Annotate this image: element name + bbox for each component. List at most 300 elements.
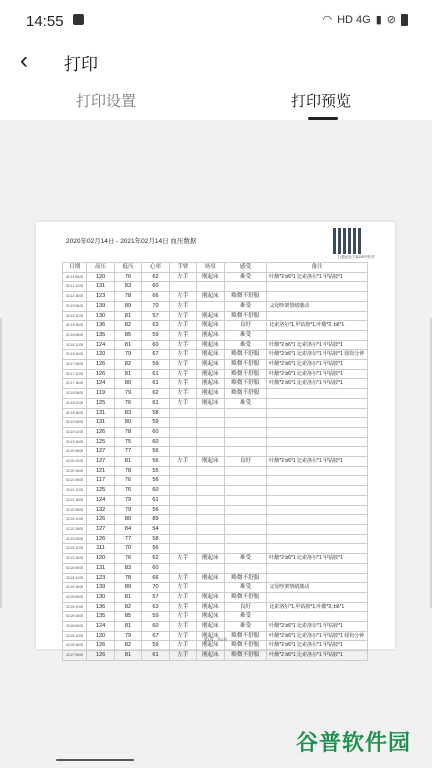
table-cell: 左手: [169, 330, 196, 340]
table-cell: [224, 544, 267, 554]
table-cell: 82: [114, 321, 141, 331]
column-header: 手臂: [169, 263, 196, 273]
table-cell: 02-18 18:00: [63, 408, 87, 418]
table-cell: 叶酸*2 b6*1 比索洛尔*1 甲钴胺*1: [267, 379, 368, 389]
table-row: [63, 602, 368, 612]
table-row: [63, 360, 368, 370]
table-cell: 刚起床: [197, 622, 224, 632]
table-cell: 62: [142, 389, 169, 399]
table-row: [63, 554, 368, 564]
table-cell: [169, 524, 196, 534]
table-cell: 125: [87, 398, 114, 408]
table-cell: 111: [87, 544, 114, 554]
table-cell: [169, 534, 196, 544]
table-cell: 126: [87, 515, 114, 525]
table-cell: [197, 486, 224, 496]
table-row: [63, 583, 368, 593]
table-cell: 02-14 18:00: [63, 292, 87, 302]
tab-print-preview[interactable]: 打印预览: [291, 93, 352, 110]
table-cell: 左手: [169, 350, 196, 360]
table-cell: 叶酸*2 b6*1 比索洛尔*1 甲钴胺*1: [267, 651, 368, 661]
table-cell: 127: [87, 447, 114, 457]
table-row: [63, 457, 368, 467]
table-cell: 刚起床: [197, 389, 224, 399]
table-cell: [267, 544, 368, 554]
table-row: [63, 651, 368, 661]
column-header: 低压: [114, 263, 141, 273]
table-cell: 父母吵架情绪激动: [267, 583, 368, 593]
table-cell: 79: [114, 389, 141, 399]
table-cell: 83: [114, 408, 141, 418]
table-row: [63, 476, 368, 486]
table-cell: [169, 486, 196, 496]
table-cell: 刚起床: [197, 592, 224, 602]
table-cell: [169, 505, 196, 515]
table-cell: 126: [87, 641, 114, 651]
table-row: [63, 573, 368, 583]
table-cell: 61: [142, 369, 169, 379]
table-cell: 刚起床: [197, 330, 224, 340]
wifi-icon: ◠: [322, 14, 333, 26]
table-cell: 略微不舒服: [224, 651, 267, 661]
table-cell: [267, 292, 368, 302]
table-row: [63, 350, 368, 360]
table-cell: 左手: [169, 457, 196, 467]
table-cell: 61: [142, 398, 169, 408]
table-cell: [197, 495, 224, 505]
table-cell: 02-21 08:00: [63, 476, 87, 486]
table-row: [63, 311, 368, 321]
table-cell: [224, 524, 267, 534]
table-cell: 82: [114, 360, 141, 370]
table-cell: 刚起床: [197, 360, 224, 370]
table-cell: 叶酸*2 b6*1 比索洛尔*1 甲钴胺*1: [267, 641, 368, 651]
table-cell: 79: [114, 505, 141, 515]
table-cell: [267, 495, 368, 505]
table-cell: 刚起床: [197, 398, 224, 408]
table-cell: [169, 544, 196, 554]
table-cell: 02-15 08:00: [63, 301, 87, 311]
table-cell: 刚起床: [197, 612, 224, 622]
table-cell: 62: [142, 272, 169, 282]
table-row: [63, 612, 368, 622]
table-cell: 83: [114, 563, 141, 573]
table-cell: 左手: [169, 389, 196, 399]
report-title: 2020年02月14日 - 2021年02月14日 血压数据: [66, 238, 197, 245]
table-cell: 54: [142, 524, 169, 534]
table-cell: 67: [142, 350, 169, 360]
table-cell: [267, 330, 368, 340]
table-cell: [197, 544, 224, 554]
table-cell: 难受: [224, 272, 267, 282]
table-cell: 略微不舒服: [224, 573, 267, 583]
table-cell: [197, 563, 224, 573]
table-cell: [169, 495, 196, 505]
table-cell: 76: [114, 476, 141, 486]
table-cell: 135: [87, 612, 114, 622]
table-cell: 77: [114, 534, 141, 544]
nav-gesture-bar: [56, 759, 134, 761]
table-cell: 良好: [224, 457, 267, 467]
table-cell: 刚起床: [197, 554, 224, 564]
table-cell: 125: [87, 437, 114, 447]
table-cell: 59: [142, 641, 169, 651]
table-cell: 02-20 08:00: [63, 447, 87, 457]
table-cell: 120: [87, 272, 114, 282]
table-cell: 56: [142, 544, 169, 554]
table-cell: 02-20 12:00: [63, 457, 87, 467]
table-cell: 123: [87, 292, 114, 302]
table-cell: [197, 583, 224, 593]
table-cell: 叶酸*2 b6*1 比索洛尔*1 甲钴胺*1: [267, 554, 368, 564]
table-cell: 02-22 08:00: [63, 505, 87, 515]
table-cell: [267, 466, 368, 476]
table-cell: 略微不舒服: [224, 369, 267, 379]
table-cell: 略微不舒服: [224, 311, 267, 321]
table-cell: 02-21 12:00: [63, 486, 87, 496]
table-cell: 左手: [169, 583, 196, 593]
table-cell: 左手: [169, 602, 196, 612]
table-cell: 02-17 08:00: [63, 360, 87, 370]
table-cell: 135: [87, 330, 114, 340]
column-header: 心率: [142, 263, 169, 273]
table-cell: [267, 408, 368, 418]
table-cell: 85: [114, 330, 141, 340]
table-cell: [197, 427, 224, 437]
table-cell: 76: [114, 272, 141, 282]
table-cell: [197, 408, 224, 418]
table-cell: [224, 534, 267, 544]
table-cell: 略微不舒服: [224, 350, 267, 360]
table-cell: 80: [114, 515, 141, 525]
table-cell: 略微不舒服: [224, 360, 267, 370]
table-cell: 60: [142, 340, 169, 350]
table-cell: 叶酸*2 b6*1 比索洛尔*1 甲钴胺*1: [267, 369, 368, 379]
table-row: [63, 563, 368, 573]
table-cell: 63: [142, 321, 169, 331]
table-cell: 叶酸*2 b6*1 比索洛尔*1 甲钴胺*1: [267, 622, 368, 632]
table-cell: 叶酸*2 b6*1 比索洛尔*1 甲钴胺*1: [267, 340, 368, 350]
table-cell: 61: [142, 651, 169, 661]
table-cell: 66: [142, 573, 169, 583]
table-cell: 02-19 12:00: [63, 427, 87, 437]
table-row: [63, 437, 368, 447]
table-cell: [169, 515, 196, 525]
table-cell: 叶酸*2 b6*1 比索洛尔*1 甲钴胺*1 厘钩分钟: [267, 631, 368, 641]
table-cell: 117: [87, 476, 114, 486]
table-cell: 02-24 08:00: [63, 563, 87, 573]
table-cell: 02-24 18:00: [63, 583, 87, 593]
table-cell: 难受: [224, 622, 267, 632]
table-row: [63, 340, 368, 350]
table-cell: 59: [142, 360, 169, 370]
table-cell: 刚起床: [197, 379, 224, 389]
table-cell: 02-24 12:00: [63, 573, 87, 583]
app-header: [0, 44, 432, 76]
table-cell: 左手: [169, 301, 196, 311]
table-cell: 左手: [169, 379, 196, 389]
table-cell: [197, 447, 224, 457]
table-row: [63, 369, 368, 379]
table-cell: [267, 398, 368, 408]
table-row: [63, 379, 368, 389]
table-cell: 131: [87, 418, 114, 428]
table-cell: 左手: [169, 631, 196, 641]
table-cell: 62: [142, 554, 169, 564]
table-cell: 刚起床: [197, 573, 224, 583]
table-cell: 60: [142, 282, 169, 292]
table-cell: 126: [87, 369, 114, 379]
table-cell: [197, 418, 224, 428]
table-cell: 61: [142, 379, 169, 389]
table-cell: 78: [114, 466, 141, 476]
table-cell: 刚起床: [197, 311, 224, 321]
table-cell: 124: [87, 622, 114, 632]
table-cell: 刚起床: [197, 457, 224, 467]
table-cell: 略微不舒服: [224, 631, 267, 641]
table-cell: 略微不舒服: [224, 592, 267, 602]
table-cell: [224, 515, 267, 525]
table-cell: 02-26 08:00: [63, 622, 87, 632]
signal-icon: ▮: [375, 14, 382, 26]
table-cell: 139: [87, 583, 114, 593]
table-cell: [224, 437, 267, 447]
table-cell: 89: [142, 515, 169, 525]
table-cell: 02-18 08:00: [63, 389, 87, 399]
column-header: 场景: [197, 263, 224, 273]
table-row: [63, 495, 368, 505]
table-cell: 刚起床: [197, 631, 224, 641]
table-cell: 124: [87, 379, 114, 389]
table-cell: 124: [87, 495, 114, 505]
table-cell: 02-22 12:00: [63, 515, 87, 525]
column-header: 感受: [224, 263, 267, 273]
table-cell: 83: [114, 282, 141, 292]
table-cell: 略微不舒服: [224, 292, 267, 302]
table-cell: 59: [142, 330, 169, 340]
table-cell: [267, 311, 368, 321]
table-cell: [267, 563, 368, 573]
table-cell: 刚起床: [197, 651, 224, 661]
table-cell: [267, 282, 368, 292]
table-cell: 120: [87, 554, 114, 564]
table-cell: 02-18 12:00: [63, 398, 87, 408]
table-cell: [224, 427, 267, 437]
left-edge-handle: [0, 318, 2, 608]
table-cell: 130: [87, 592, 114, 602]
tab-print-settings[interactable]: 打印设置: [76, 93, 137, 110]
table-cell: 02-16 12:00: [63, 340, 87, 350]
table-cell: 85: [114, 612, 141, 622]
table-cell: 左手: [169, 592, 196, 602]
table-row: [63, 427, 368, 437]
table-cell: [197, 515, 224, 525]
preview-page[interactable]: [36, 222, 395, 659]
table-cell: 比索洛尔*1,甲钴胺*1,叶酸*2, b6*1: [267, 602, 368, 612]
table-cell: 70: [142, 583, 169, 593]
table-row: [63, 622, 368, 632]
print-preview-area: [0, 120, 432, 768]
table-cell: 左手: [169, 311, 196, 321]
site-watermark: 谷普软件园: [296, 730, 412, 755]
table-cell: 58: [142, 534, 169, 544]
table-cell: 略微不舒服: [224, 641, 267, 651]
table-cell: 02-19 18:00: [63, 437, 87, 447]
table-cell: 56: [142, 505, 169, 515]
table-cell: [197, 282, 224, 292]
table-cell: 左手: [169, 292, 196, 302]
table-cell: 左手: [169, 612, 196, 622]
table-cell: 76: [114, 398, 141, 408]
tab-bar: [0, 86, 432, 120]
table-cell: 良好: [224, 602, 267, 612]
status-bar: [0, 0, 432, 44]
table-cell: 02-17 18:00: [63, 379, 87, 389]
table-cell: 70: [114, 544, 141, 554]
table-cell: [267, 505, 368, 515]
table-cell: 89: [114, 583, 141, 593]
table-cell: 60: [142, 437, 169, 447]
table-cell: 136: [87, 321, 114, 331]
table-cell: [224, 495, 267, 505]
table-cell: [169, 427, 196, 437]
qr-code-icon: [333, 228, 361, 254]
table-cell: 132: [87, 505, 114, 515]
table-cell: [267, 534, 368, 544]
table-cell: [224, 486, 267, 496]
table-cell: 60: [142, 427, 169, 437]
qr-caption: 扫描此处下载ZAPP软件: [337, 255, 375, 259]
table-cell: 61: [142, 495, 169, 505]
table-cell: 02-21 18:00: [63, 495, 87, 505]
table-cell: 难受: [224, 554, 267, 564]
table-row: [63, 466, 368, 476]
table-cell: 叶酸*2 b6*1 比索洛尔*1 甲钴胺*1: [267, 360, 368, 370]
table-cell: 02-22 18:00: [63, 524, 87, 534]
table-cell: 02-26 12:00: [63, 631, 87, 641]
table-cell: 127: [87, 524, 114, 534]
table-row: [63, 282, 368, 292]
table-cell: 126: [87, 427, 114, 437]
table-row: [63, 524, 368, 534]
blood-pressure-table: [62, 262, 368, 661]
table-cell: [224, 282, 267, 292]
table-cell: [224, 466, 267, 476]
table-cell: 82: [114, 641, 141, 651]
table-row: [63, 592, 368, 602]
table-cell: 81: [114, 651, 141, 661]
table-cell: 56: [142, 447, 169, 457]
table-row: [63, 330, 368, 340]
table-cell: [169, 447, 196, 457]
back-arrow-icon[interactable]: ‹: [20, 47, 28, 74]
table-cell: 左手: [169, 340, 196, 350]
table-cell: 56: [142, 476, 169, 486]
table-cell: 左手: [169, 554, 196, 564]
mute-icon: ⊘: [386, 14, 396, 26]
table-cell: 120: [87, 350, 114, 360]
table-cell: [267, 476, 368, 486]
table-cell: 02-16 18:00: [63, 350, 87, 360]
table-cell: 02-16 08:00: [63, 330, 87, 340]
table-row: [63, 534, 368, 544]
table-cell: 刚起床: [197, 641, 224, 651]
table-cell: 131: [87, 282, 114, 292]
table-cell: 119: [87, 389, 114, 399]
table-cell: 左手: [169, 641, 196, 651]
table-cell: 124: [87, 340, 114, 350]
table-cell: 左手: [169, 272, 196, 282]
table-cell: 02-25 08:00: [63, 592, 87, 602]
table-cell: 136: [87, 602, 114, 612]
table-cell: 刚起床: [197, 602, 224, 612]
table-cell: 刚起床: [197, 369, 224, 379]
table-cell: 难受: [224, 301, 267, 311]
table-cell: [197, 466, 224, 476]
table-cell: 78: [114, 427, 141, 437]
table-cell: 左手: [169, 321, 196, 331]
table-cell: 良好: [224, 321, 267, 331]
table-cell: 02-17 12:00: [63, 369, 87, 379]
table-cell: 121: [87, 466, 114, 476]
table-cell: 02-19 08:00: [63, 418, 87, 428]
table-cell: 80: [114, 379, 141, 389]
table-cell: [169, 466, 196, 476]
table-cell: 57: [142, 311, 169, 321]
table-cell: 81: [114, 340, 141, 350]
table-cell: 02-23 08:00: [63, 534, 87, 544]
table-cell: 126: [87, 534, 114, 544]
table-cell: [224, 418, 267, 428]
table-cell: 叶酸*2 b6*1 比索洛尔*1 甲钴胺*1: [267, 457, 368, 467]
table-row: [63, 447, 368, 457]
table-cell: 131: [87, 563, 114, 573]
table-cell: 58: [142, 408, 169, 418]
table-cell: 比索洛尔*1,甲钴胺*1,叶酸*2, b6*1: [267, 321, 368, 331]
table-cell: [197, 505, 224, 515]
table-cell: [169, 282, 196, 292]
table-cell: 55: [142, 466, 169, 476]
table-cell: 82: [114, 602, 141, 612]
table-cell: 刚起床: [197, 321, 224, 331]
table-cell: [169, 437, 196, 447]
table-cell: [224, 476, 267, 486]
table-row: [63, 486, 368, 496]
table-cell: 120: [87, 631, 114, 641]
table-cell: 125: [87, 486, 114, 496]
table-cell: [224, 563, 267, 573]
table-cell: 刚起床: [197, 340, 224, 350]
table-cell: [197, 301, 224, 311]
table-cell: 81: [114, 592, 141, 602]
notification-icon: [73, 14, 84, 25]
table-cell: [197, 524, 224, 534]
table-cell: 刚起床: [197, 272, 224, 282]
table-cell: 66: [142, 292, 169, 302]
table-cell: [267, 418, 368, 428]
column-header: 高压: [87, 263, 114, 273]
table-cell: 叶酸*2 b6*1 比索洛尔*1 甲钴胺*1 厘钩分钟: [267, 350, 368, 360]
table-cell: 02-14 12:00: [63, 282, 87, 292]
table-row: [63, 272, 368, 282]
column-header: 备注: [267, 263, 368, 273]
column-header: 日期: [63, 263, 87, 273]
table-cell: 02-25 18:00: [63, 612, 87, 622]
table-cell: 75: [114, 437, 141, 447]
table-cell: 叶酸*2 b6*1 比索洛尔*1 甲钴胺*1: [267, 272, 368, 282]
table-row: [63, 544, 368, 554]
table-row: [63, 301, 368, 311]
